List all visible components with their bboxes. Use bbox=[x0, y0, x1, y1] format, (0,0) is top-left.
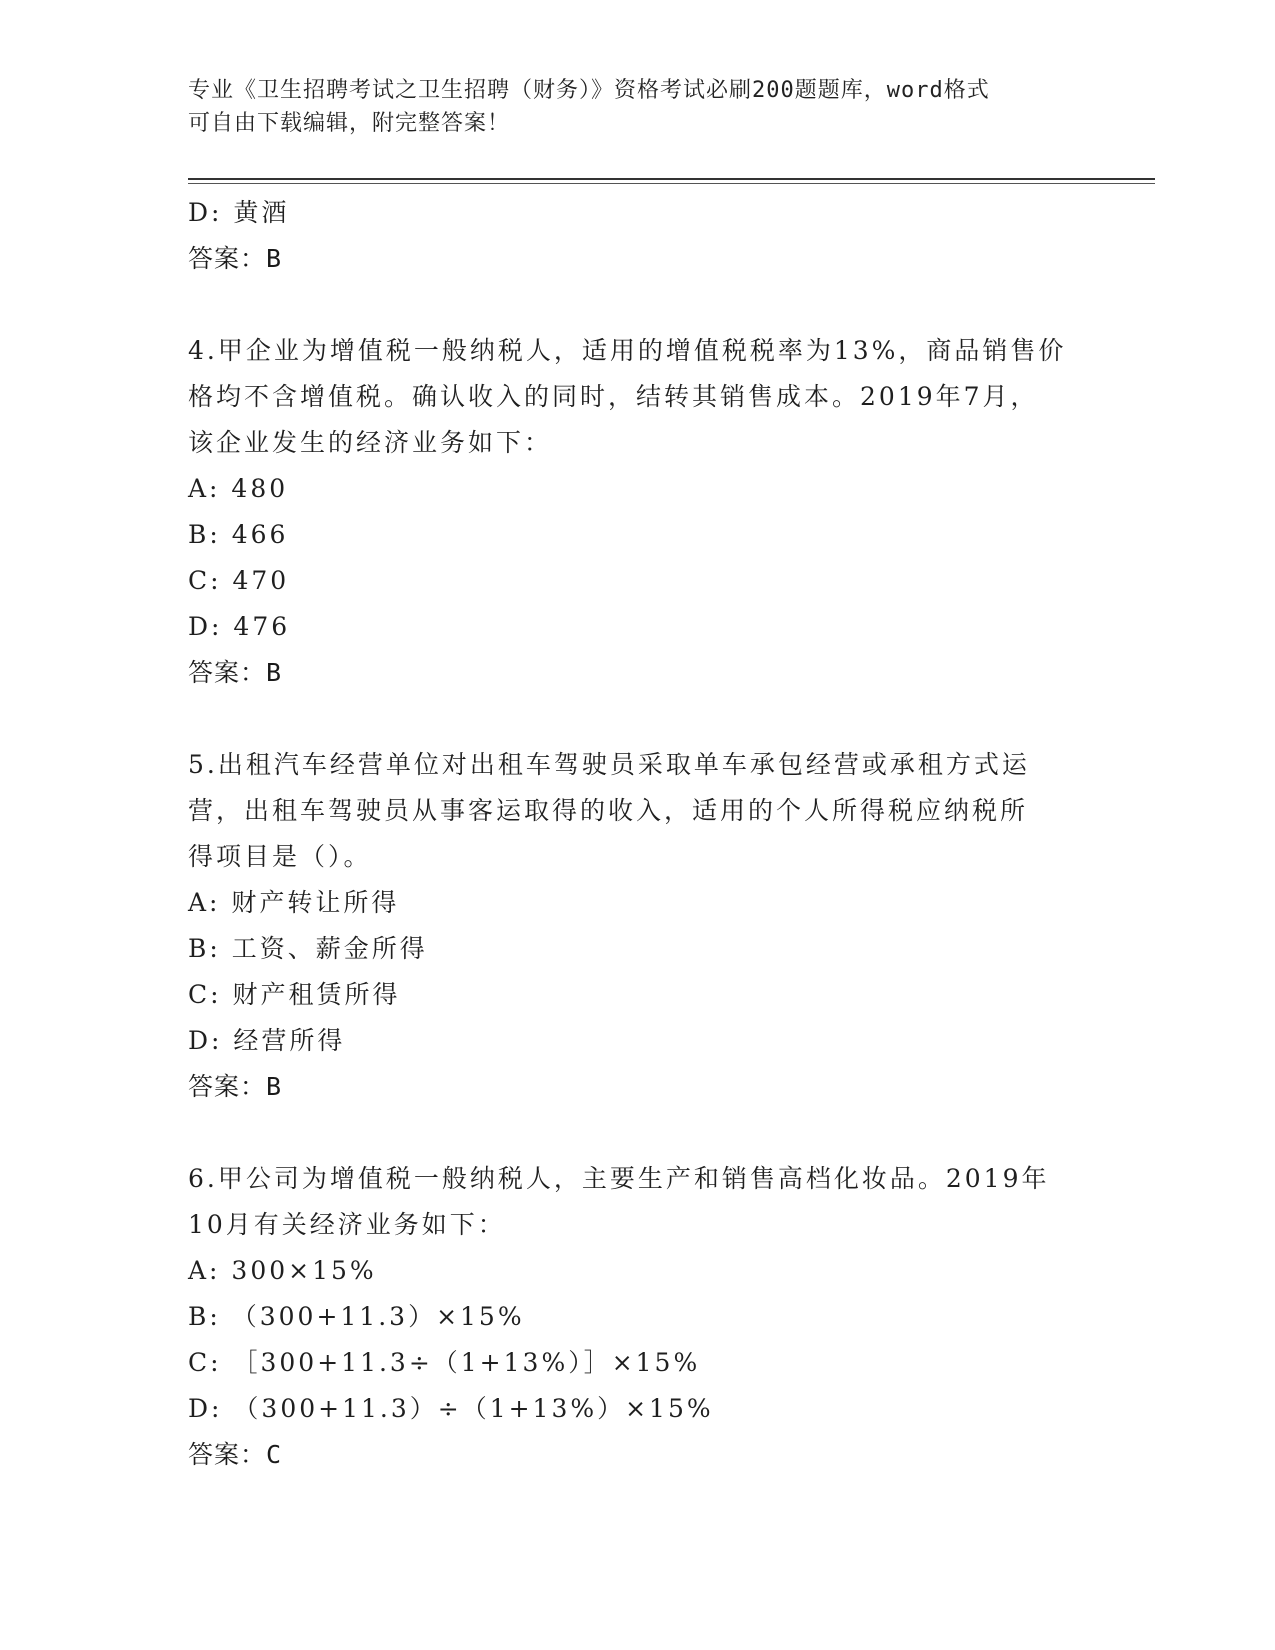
question-6 bbox=[188, 1156, 1088, 1478]
option-c: C: ［300+11.3÷（1+13%）］×15% bbox=[188, 1348, 701, 1377]
stem-line: 10月有关经济业务如下： bbox=[188, 1210, 506, 1239]
stem-line: 5.出租汽车经营单位对出租车驾驶员采取单车承包经营或承租方式运 bbox=[188, 750, 1030, 779]
option-a: A: 300×15% bbox=[188, 1256, 377, 1285]
answer: 答案：C bbox=[188, 1440, 283, 1469]
spacer bbox=[188, 696, 1088, 742]
option-b: B: （300+11.3）×15% bbox=[188, 1302, 525, 1331]
page-header bbox=[188, 74, 1068, 140]
option-c: C: 财产租赁所得 bbox=[188, 980, 401, 1009]
stem-line: 格均不含增值税。确认收入的同时，结转其销售成本。2019年7月， bbox=[188, 382, 1039, 411]
option-b: B: 466 bbox=[188, 520, 289, 549]
stem-line: 6.甲公司为增值税一般纳税人，主要生产和销售高档化妆品。2019年 bbox=[188, 1164, 1050, 1193]
question-content bbox=[188, 190, 1088, 1478]
stem-line: 得项目是（）。 bbox=[188, 842, 372, 871]
stem-line: 4.甲企业为增值税一般纳税人，适用的增值税税率为13%，商品销售价 bbox=[188, 336, 1067, 365]
question-stem bbox=[188, 1156, 1088, 1248]
answer: 答案：B bbox=[188, 658, 283, 687]
option-d: D: 黄酒 bbox=[188, 198, 290, 227]
option-d: D: 经营所得 bbox=[188, 1026, 346, 1055]
header-line-2: 可自由下载编辑，附完整答案！ bbox=[188, 111, 511, 136]
question-stem bbox=[188, 328, 1088, 466]
header-rule-thin bbox=[188, 183, 1155, 184]
answer: 答案：B bbox=[188, 1072, 283, 1101]
spacer bbox=[188, 282, 1088, 328]
stem-line: 该企业发生的经济业务如下： bbox=[188, 428, 553, 457]
question-stem bbox=[188, 742, 1088, 880]
question-3-tail bbox=[188, 190, 1088, 282]
question-5 bbox=[188, 742, 1088, 1110]
option-a: A: 480 bbox=[188, 474, 289, 503]
option-d: D: 476 bbox=[188, 612, 291, 641]
spacer bbox=[188, 1110, 1088, 1156]
question-4 bbox=[188, 328, 1088, 696]
option-a: A: 财产转让所得 bbox=[188, 888, 400, 917]
answer: 答案：B bbox=[188, 244, 283, 273]
stem-line: 营，出租车驾驶员从事客运取得的收入，适用的个人所得税应纳税所 bbox=[188, 796, 1029, 825]
option-c: C: 470 bbox=[188, 566, 290, 595]
header-line-1: 专业《卫生招聘考试之卫生招聘（财务）》资格考试必刷200题题库，word格式 bbox=[188, 78, 990, 103]
option-d: D: （300+11.3）÷（1+13%）×15% bbox=[188, 1394, 714, 1423]
header-rule-thick bbox=[188, 178, 1155, 180]
option-b: B: 工资、薪金所得 bbox=[188, 934, 428, 963]
